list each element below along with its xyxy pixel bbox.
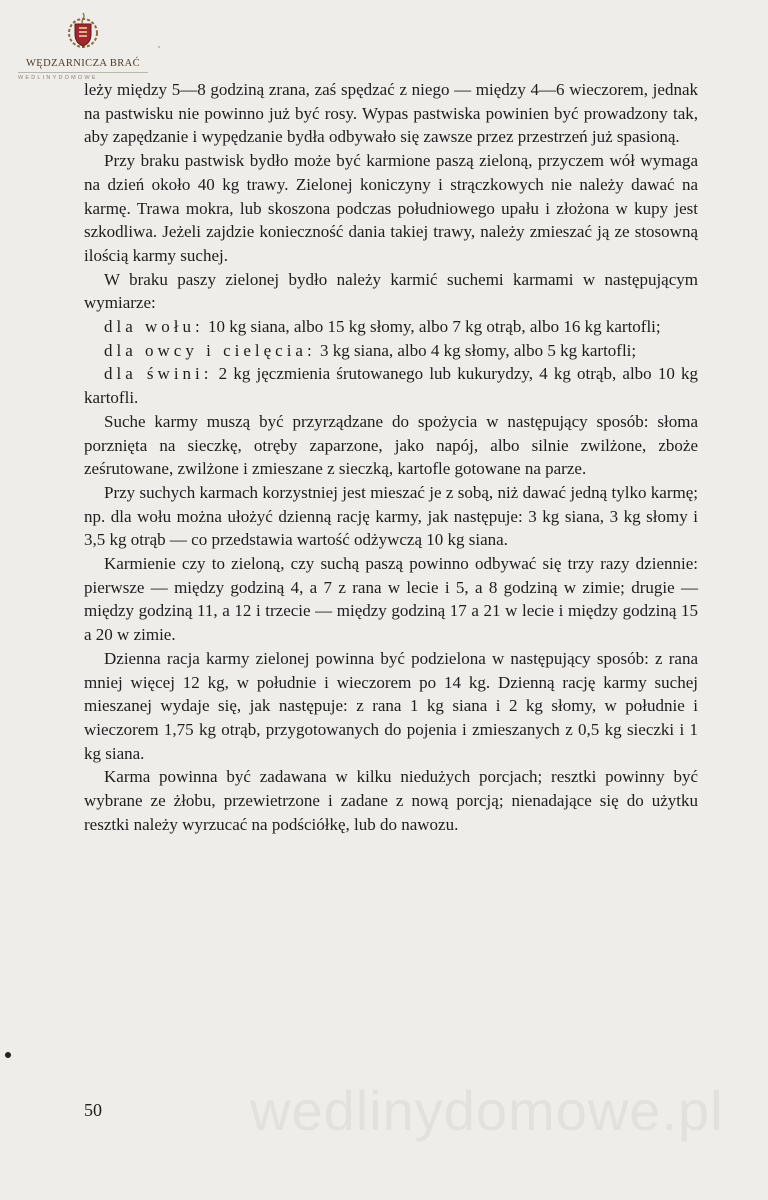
ration-item [84, 362, 698, 409]
paragraph: leży między 5—8 godziną zrana, zaś spędzać z niego — między 4—6 wieczorem, jednak na pastwisku nie powinno już być rosy. Wypas pastwiska powinien być prowadzony tak, aby zapędzanie i wypędzanie bydła odbywało się zawsze przez przestrzeń już spasioną. [84, 80, 698, 147]
ration-label: dla owcy i cielęcia: [104, 340, 316, 360]
paragraph: Przy suchych karmach korzystniej jest mieszać je z sobą, niż dawać jedną tylko karmę; np. dla wołu można ułożyć dzienną rację karmy, jak następuje: 3 kg siana, 3 kg słomy i 3,5 kg otrąb — co przedstawia wartość odżywczą 10 kg siana. [84, 482, 698, 550]
paragraph: Karma powinna być zadawana w kilku niedużych porcjach; resztki powinny być wybrane ze żłobu, przewietrzone i zadane z nową porcją; nienadające się do użytku resztki należy wyrzucać na podściółkę, lub do nawozu. [84, 767, 698, 834]
ration-item [84, 339, 698, 363]
ration-text: 3 kg siana, albo 4 kg słomy, albo 5 kg kartofli; [319, 340, 637, 360]
ration-text: 2 kg jęczmienia śrutowanego lub kukurydzy, 4 kg otrąb, albo 10 kg kartofli. [84, 364, 698, 408]
paragraph: W braku paszy zielonej bydło należy karmić suchemi karmami w następującym wymiarze: [84, 269, 698, 313]
page-number: 50 [84, 1100, 102, 1120]
page-body [84, 78, 698, 837]
ration-text: 10 kg siana, albo 15 kg słomy, albo 7 kg otrąb, albo 16 kg kartofli; [208, 317, 661, 337]
paragraph: Karmienie czy to zieloną, czy suchą paszą powinno odbywać się trzy razy dziennie: pierwsze — między godziną 4, a 7 z rana w lecie i 5, a 8 godziną w zimie; drugie — między godziną 11, a 12 i trzecie — między godziną 17 a 21 w lecie i między godziną 15 a 20 w zimie. [84, 554, 698, 645]
speck-dot [158, 46, 160, 48]
logo-divider [18, 72, 148, 73]
logo-subtext: WEDLINYDOMOWE [18, 75, 98, 81]
paragraph: Dzienna racja karmy zielonej powinna być podzielona w następujący sposób: z rana mniej więcej 12 kg, w południe i wieczorem po 14 kg. Dzienną rację karmy suchej mieszanej wydaje się, jak następuje: z rana 1 kg siana i 2 kg słomy, w południe i wieczorem 1,75 kg otrąb, przygotowanych do pojenia i zmieszanych z 0,5 kg sieczki i 1 kg siana. [84, 648, 698, 763]
paragraph: Suche karmy muszą być przyrządzane do spożycia w następujący sposób: słoma porznięta na sieczkę, otręby zaparzone, jako napój, albo silnie zwilżone, zboże ześrutowane, zwilżone i zmieszane z sieczką, kartofle gotowane na parze. [84, 411, 698, 479]
margin-dot [5, 1052, 11, 1058]
ration-item [84, 315, 698, 339]
watermark: wedlinydomowe.pl [250, 1079, 724, 1142]
ration-label: dla wołu: [104, 317, 204, 337]
paragraph: Przy braku pastwisk bydło może być karmione paszą zieloną, przyczem wół wymaga na dzień około 40 kg trawy. Zielonej koniczyny i strączkowych nie należy dawać na karmę. Trawa mokra, lub skoszona podczas południowego upału i złożona w kupy jest szkodliwa. Jeżeli zajdzie konieczność dania takiej trawy, należy zmieszać ją ze stosowną ilością karmy suchej. [84, 151, 698, 265]
ration-label: dla świni: [104, 364, 213, 384]
site-logo[interactable] [18, 10, 148, 81]
logo-brand-text: WĘDZARNICZA BRAĆ [25, 58, 141, 69]
coat-of-arms-icon [62, 10, 104, 52]
